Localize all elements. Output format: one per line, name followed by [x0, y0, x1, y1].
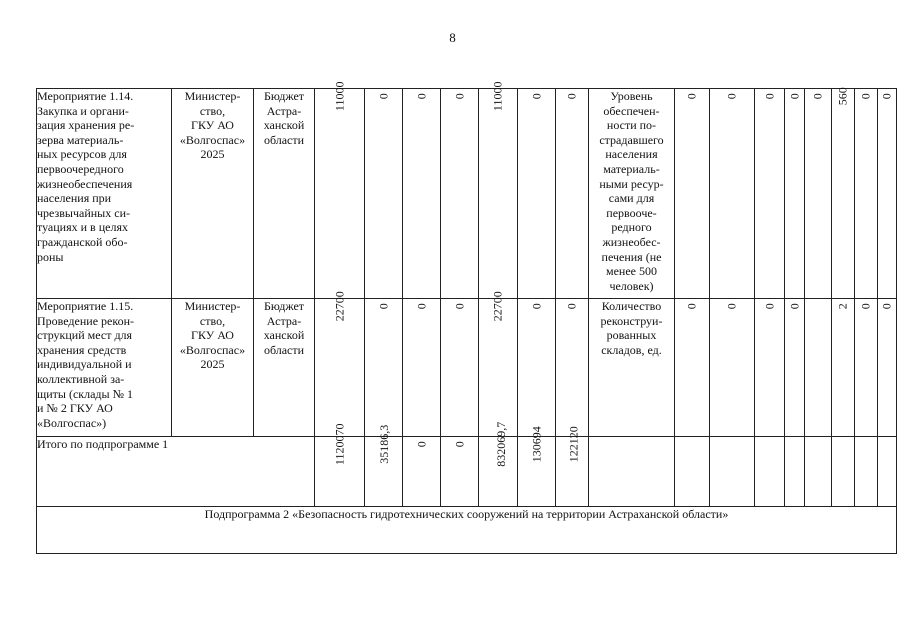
finance-cell [403, 89, 441, 299]
empty-cell [755, 437, 785, 507]
total-value: 0 [414, 441, 429, 448]
executor-line: «Волгоспас» [179, 342, 246, 357]
total-value: 832069,7 [494, 421, 509, 467]
empty-cell [855, 437, 878, 507]
executor-line: ство, [199, 313, 226, 328]
indicator-line: ными ресур- [599, 176, 664, 191]
measure-name-line: Проведение рекон- [37, 313, 134, 328]
indicator-value-cell [855, 299, 878, 437]
indicator-value-cell [832, 299, 855, 437]
executor-line: «Волгоспас» [179, 132, 246, 147]
indicator-line: Уровень [610, 89, 653, 103]
executor-line: ГКУ АО [191, 328, 234, 343]
empty-cell [675, 437, 710, 507]
total-cell [556, 426, 589, 507]
measure-name-line: зация хранения ре- [37, 118, 135, 133]
indicator-value-cell [832, 89, 855, 299]
empty-cell [589, 437, 675, 507]
indicator-value-cell [675, 299, 710, 437]
measure-name-line: жизнеобеспечения [37, 176, 133, 191]
indicator-line: редного [611, 220, 652, 235]
indicator-value-cell [878, 299, 897, 437]
indicator-value: 0 [724, 303, 739, 310]
indicator-value: 0 [684, 93, 699, 100]
measure-name-line: Мероприятие 1.15. [37, 299, 134, 313]
indicator-line: материаль- [603, 161, 660, 176]
finance-cell [518, 89, 556, 299]
funding-source-cell [254, 89, 315, 299]
measure-name-line: зерва материаль- [37, 132, 124, 147]
measure-name-line: чрезвычайных си- [37, 205, 130, 220]
measure-name-line: индивидуальной и [37, 357, 132, 372]
finance-cell [556, 299, 589, 437]
finance-value: 0 [414, 93, 429, 100]
indicator-value: 0 [879, 93, 894, 100]
indicator-value: 0 [858, 93, 873, 100]
total-cell [518, 426, 556, 507]
finance-cell [441, 299, 479, 437]
total-cell [365, 424, 403, 507]
total-value: 1120070 [332, 423, 347, 466]
indicator-value-cell [755, 299, 785, 437]
indicator-value: 0 [879, 303, 894, 310]
indicator-cell [589, 89, 675, 299]
finance-cell [479, 81, 518, 299]
measure-name-line: туациях и в целях [37, 220, 128, 235]
executor-cell [172, 89, 254, 299]
indicator-value-cell [785, 89, 805, 299]
funding-source-line: Бюджет [263, 299, 305, 313]
finance-value: 0 [376, 303, 391, 310]
measure-name-line: гражданской обо- [37, 234, 128, 249]
indicator-line: первооче- [606, 205, 657, 220]
measure-name-cell [37, 299, 172, 437]
indicator-value: 0 [762, 93, 777, 100]
indicator-value: 0 [724, 93, 739, 100]
empty-cell [878, 437, 897, 507]
measure-name-line: первоочередного [37, 161, 124, 176]
indicator-line: страдавшего [599, 132, 664, 147]
finance-value: 22700 [490, 291, 505, 322]
measure-name-line: ных ресурсов для [37, 147, 127, 162]
total-cell [403, 437, 441, 507]
indicator-value-cell [805, 89, 832, 299]
finance-value: 11000 [332, 81, 347, 112]
indicator-line: реконструи- [600, 313, 663, 328]
indicator-line: печения (не [601, 249, 662, 264]
funding-source-line: ханской [263, 328, 305, 343]
measure-name-line: Закупка и органи- [37, 103, 129, 118]
executor-line: ство, [199, 103, 226, 118]
finance-value: 0 [529, 93, 544, 100]
finance-cell [518, 299, 556, 437]
finance-cell [441, 89, 479, 299]
indicator-line: сами для [608, 191, 655, 206]
executor-line: Министер- [184, 89, 241, 103]
indicator-cell [589, 299, 675, 437]
measure-name-line: Мероприятие 1.14. [37, 89, 134, 103]
funding-source-line: ханской [263, 118, 305, 133]
indicator-value-cell [710, 299, 755, 437]
total-label: Итого по подпрограмме 1 [37, 437, 315, 507]
indicator-line: обеспечен- [603, 103, 660, 118]
page-number: 8 [449, 30, 456, 45]
measure-name-line: и № 2 ГКУ АО [37, 401, 113, 416]
finance-value: 0 [376, 93, 391, 100]
finance-value: 0 [414, 303, 429, 310]
empty-cell [832, 437, 855, 507]
executor-line: 2025 [200, 357, 225, 372]
finance-cell [479, 291, 518, 437]
table-row-subprogram [37, 507, 897, 554]
finance-value: 0 [564, 93, 579, 100]
finance-cell [365, 89, 403, 299]
indicator-line: рованных [606, 328, 657, 343]
indicator-value-cell [855, 89, 878, 299]
indicator-value: 0 [810, 93, 825, 100]
funding-source-line: Астра- [266, 103, 302, 118]
indicator-value: 2 [835, 303, 850, 310]
indicator-value: 0 [787, 93, 802, 100]
total-cell [315, 423, 365, 507]
finance-value: 0 [452, 93, 467, 100]
indicator-line: населения [605, 147, 658, 162]
measure-name-line: «Волгоспас») [37, 415, 107, 430]
measure-name-line: хранения средств [37, 342, 127, 357]
indicator-value-cell [805, 299, 832, 437]
finance-value: 22700 [332, 291, 347, 322]
indicator-line: ности по- [606, 118, 657, 133]
indicator-value-cell [710, 89, 755, 299]
total-value: 130694 [529, 426, 544, 463]
measure-name-line: щиты (склады № 1 [37, 386, 134, 401]
indicator-value-cell [785, 299, 805, 437]
indicator-line: складов, ед. [601, 342, 662, 357]
subprogram-title: Подпрограмма 2 «Безопасность гидротехнических сооружений на территории Астраханской области» [37, 507, 897, 554]
indicator-value: 0 [762, 303, 777, 310]
total-cell [441, 437, 479, 507]
finance-cell [315, 81, 365, 299]
empty-cell [805, 437, 832, 507]
funding-source-cell [254, 299, 315, 437]
measure-name-line: населения при [37, 191, 112, 206]
indicator-value-cell [878, 89, 897, 299]
indicator-value-cell [675, 89, 710, 299]
indicator-value: 0 [787, 303, 802, 310]
funding-source-line: Бюджет [263, 89, 305, 103]
measure-name-line: роны [37, 249, 64, 264]
measures-table [36, 81, 897, 554]
funding-source-line: Астра- [266, 313, 302, 328]
indicator-value: 0 [684, 303, 699, 310]
total-value: 0 [452, 441, 467, 448]
finance-cell [365, 299, 403, 437]
empty-cell [710, 437, 755, 507]
finance-value: 0 [529, 303, 544, 310]
indicator-line: Количество [601, 299, 662, 313]
measure-name-cell [37, 89, 172, 299]
table-row-total [37, 437, 897, 507]
finance-value: 0 [564, 303, 579, 310]
total-value: 35186,3 [377, 424, 392, 464]
indicator-value: 0 [858, 303, 873, 310]
funding-source-line: области [263, 342, 305, 357]
indicator-line: менее 500 [606, 264, 657, 279]
total-value: 122120 [566, 426, 581, 463]
finance-cell [403, 299, 441, 437]
indicator-line: жизнеобес- [602, 234, 661, 249]
table-row-measure-1-14 [37, 89, 897, 299]
funding-source-line: области [263, 132, 305, 147]
measure-name-line: коллективной за- [37, 371, 125, 386]
finance-value: 11000 [490, 81, 505, 112]
executor-line: ГКУ АО [191, 118, 234, 133]
total-cell [479, 421, 518, 507]
empty-cell [785, 437, 805, 507]
table-row-measure-1-15 [37, 299, 897, 437]
executor-cell [172, 299, 254, 437]
measure-name-line: струкций мест для [37, 328, 133, 343]
finance-cell [315, 291, 365, 437]
finance-value: 0 [452, 303, 467, 310]
indicator-value-cell [755, 89, 785, 299]
executor-line: 2025 [200, 147, 225, 162]
indicator-value: 560 [835, 87, 850, 106]
finance-cell [556, 89, 589, 299]
indicator-line: человек) [609, 278, 654, 293]
executor-line: Министер- [184, 299, 241, 313]
